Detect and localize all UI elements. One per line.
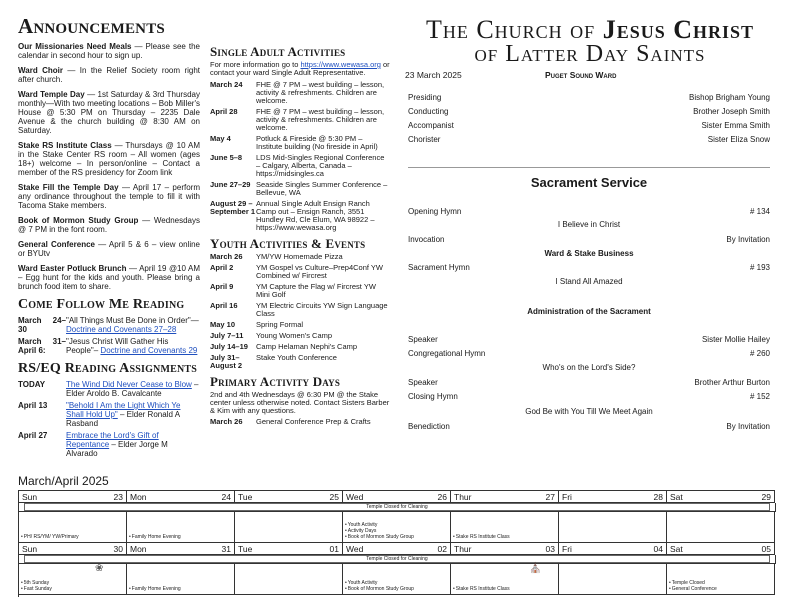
- event-text: Annual Single Adult Ensign Ranch Camp out – Ensign Ranch, 3551 Hundley Rd, Cle Elum, WA 98922 – https://www.wewasa.org: [256, 199, 375, 232]
- calendar-banner-row: [19, 503, 776, 512]
- calendar-header-row: [19, 543, 775, 555]
- calendar-title: March/April 2025: [18, 474, 109, 488]
- calendar-event: • Stake RS Institute Class: [453, 586, 510, 592]
- calendar-day-header: [559, 543, 667, 555]
- calendar-event: • Family Home Evening: [129, 534, 181, 540]
- reading-text: "Jesus Christ Will Gather His People"– Doctrine and Covenants 29: [66, 337, 198, 355]
- reading-date: March 24–30: [18, 316, 66, 334]
- rseq-list: [18, 380, 200, 458]
- day-name: Mon: [130, 492, 147, 502]
- opening-hymn-title: I Believe in Christ: [557, 220, 621, 229]
- calendar-day-header: [451, 491, 559, 503]
- activities-column: [210, 40, 390, 429]
- event-row: [210, 343, 390, 351]
- church-title-line2: of Latter Day Saints: [474, 41, 706, 67]
- assignment-date: TODAY: [18, 380, 46, 389]
- benediction-row: Benediction By Invitation: [408, 422, 770, 431]
- calendar-day-cell: [667, 512, 775, 543]
- day-date: 27: [545, 492, 555, 502]
- event-date: June 5–8: [210, 153, 243, 162]
- opening-hymn-row: Opening Hymn # 134: [408, 207, 770, 216]
- calendar: [18, 490, 775, 597]
- calendar-day-header: [19, 491, 127, 503]
- day-name: Sat: [670, 544, 683, 554]
- calendar-event: • Book of Mormon Study Group: [345, 534, 414, 540]
- speaker2-row: Speaker Brother Arthur Burton: [408, 378, 770, 387]
- officer-row: [408, 121, 770, 130]
- primary-list: [210, 418, 390, 426]
- event-text: Stake Youth Conference: [256, 353, 337, 362]
- day-date: 26: [437, 492, 447, 502]
- reading-link[interactable]: Doctrine and Covenants 29: [100, 346, 198, 355]
- event-date: July 7–11: [210, 331, 244, 340]
- officer-name: Sister Emma Smith: [701, 121, 770, 130]
- event-date: May 10: [210, 320, 236, 329]
- day-name: Sun: [22, 492, 38, 502]
- calendar-day-cell: [127, 564, 235, 595]
- calendar-day-cell: [235, 564, 343, 595]
- calendar-body-row: [19, 512, 775, 543]
- calendar-banner-row: [19, 555, 776, 564]
- divider: [408, 167, 770, 168]
- officer-name: Bishop Brigham Young: [689, 93, 770, 102]
- announcement-title: Ward Temple Day: [18, 90, 85, 99]
- business-line: Ward & Stake Business: [544, 249, 634, 258]
- sacrament-hymn-row: Sacrament Hymn # 193: [408, 263, 770, 272]
- announcement-item: [18, 42, 200, 60]
- officer-row: [408, 107, 770, 116]
- event-text: General Conference Prep & Crafts: [256, 417, 371, 426]
- announcement-text: — April 19 @10 AM – Egg hunt for the kids and youth. Please bring a brunch food item to share.: [18, 264, 201, 291]
- announcement-text: — In the Relief Society room right after church.: [18, 66, 201, 84]
- administration-line: Administration of the Sacrament: [527, 307, 651, 316]
- event-text: YM Capture the Flag w/ Fircrest YW Mini Golf: [256, 282, 376, 299]
- invocation-row: Invocation By Invitation: [408, 235, 770, 244]
- day-name: Fri: [562, 492, 572, 502]
- calendar-event: • Activity Days: [345, 528, 414, 534]
- day-name: Wed: [346, 492, 364, 502]
- calendar-day-items: [129, 586, 181, 592]
- come-follow-me-list: [18, 316, 200, 355]
- day-date: 29: [761, 492, 771, 502]
- day-name: Thur: [454, 544, 472, 554]
- calendar-day-header: [235, 543, 343, 555]
- assignment-link[interactable]: Embrace the Lord's Gift of Repentance: [66, 431, 159, 449]
- calendar-event: • Book of Mormon Study Group: [345, 586, 414, 592]
- event-row: [210, 135, 390, 151]
- calendar-day-cell: [343, 512, 451, 543]
- event-text: Potluck & Fireside @ 5:30 PM – Institute building (No fireside in April): [256, 134, 378, 151]
- day-date: 04: [653, 544, 663, 554]
- temple-closed-banner: Temple Closed for Cleaning: [24, 503, 770, 511]
- calendar-day-cell: [19, 564, 127, 595]
- officer-row: [408, 93, 770, 102]
- calendar-day-cell: [559, 564, 667, 595]
- temple-icon: ⛪: [529, 563, 542, 574]
- reading-text: "All Things Must Be Done in Order"— Doctrine and Covenants 27–28: [66, 316, 199, 334]
- day-name: Mon: [130, 544, 147, 554]
- officer-role: Conducting: [408, 107, 449, 116]
- announcement-title: Stake RS Institute Class: [18, 141, 112, 150]
- day-name: Fri: [562, 544, 572, 554]
- church-title-line1: The Church of Jesus Christ: [425, 15, 755, 44]
- day-name: Sat: [670, 492, 683, 502]
- event-text: Seaside Singles Summer Conference – Bellevue, WA: [256, 180, 388, 197]
- event-date: April 16: [210, 301, 238, 310]
- single-adult-heading: Single Adult Activities: [210, 44, 346, 59]
- calendar-day-cell: [559, 512, 667, 543]
- announcement-text: — April 17 – perform any ordinance throughout the temple to fill it with Tacoma Stake members.: [18, 183, 200, 210]
- event-row: [210, 200, 390, 232]
- event-row: [210, 264, 390, 280]
- announcement-item: [18, 141, 200, 177]
- reading-link[interactable]: Doctrine and Covenants 27–28: [66, 325, 177, 334]
- reading-row: [18, 337, 200, 355]
- announcement-title: General Conference: [18, 240, 95, 249]
- announcement-text: — April 5 & 6 – view online or BYUtv: [18, 240, 200, 258]
- calendar-day-cell: [127, 512, 235, 543]
- day-date: 23: [113, 492, 123, 502]
- youth-heading: Youth Activities & Events: [210, 236, 366, 251]
- announcement-item: [18, 264, 200, 291]
- day-name: Tue: [238, 544, 253, 554]
- calendar-day-items: [21, 580, 52, 592]
- event-row: [210, 321, 390, 329]
- event-row: [210, 332, 390, 340]
- announcement-text: — Wednesdays @ 7 PM in the font room.: [18, 216, 200, 234]
- youth-list: [210, 253, 390, 370]
- calendar-event: • Fast Sunday: [21, 586, 52, 592]
- assignment-link[interactable]: "Behold I Am the Light Which Ye Shall Hold Up": [66, 401, 181, 419]
- calendar-event: • Stake RS Institute Class: [453, 534, 510, 540]
- officer-name: Brother Joseph Smith: [693, 107, 770, 116]
- assignment-row: [18, 401, 200, 428]
- calendar-day-header: [343, 543, 451, 555]
- calendar-day-header: [127, 543, 235, 555]
- ward-name: Puget Sound Ward: [545, 70, 617, 80]
- event-date: April 2: [210, 263, 234, 272]
- officer-role: Chorister: [408, 135, 441, 144]
- calendar-day-items: [129, 534, 181, 540]
- calendar-day-header: [451, 543, 559, 555]
- assignment-text: Embrace the Lord's Gift of Repentance – Elder Jorge M Alvarado: [66, 431, 168, 458]
- event-date: March 26: [210, 417, 243, 426]
- event-date: July 31– August 2: [210, 353, 243, 370]
- event-date: March 26: [210, 252, 243, 261]
- event-row: [210, 283, 390, 299]
- announcement-item: [18, 240, 200, 258]
- day-date: 28: [653, 492, 663, 502]
- event-date: March 24: [210, 80, 243, 89]
- announcement-item: [18, 183, 200, 210]
- day-name: Tue: [238, 492, 253, 502]
- calendar-day-cell: [343, 564, 451, 595]
- event-text: Camp Helaman Nephi's Camp: [256, 342, 358, 351]
- calendar-day-items: [21, 534, 79, 540]
- announcement-text: — Thursdays @ 10 AM in the Stake Center RS room – All women (ages 18+) welcome – In person/online – Contact a member of the RS presidency for Zoom link: [18, 141, 200, 177]
- single-adult-list: [210, 81, 390, 232]
- program-date: 23 March 2025: [405, 70, 462, 80]
- calendar-day-header: [559, 491, 667, 503]
- assignment-text: "Behold I Am the Light Which Ye Shall Hold Up" – Elder Ronald A Rasband: [66, 401, 181, 428]
- calendar-header-row: [19, 491, 775, 503]
- congregational-hymn-row: Congregational Hymn # 260: [408, 349, 770, 358]
- event-text: YM Electric Circuits YW Sign Language Class: [256, 301, 388, 318]
- primary-heading: Primary Activity Days: [210, 374, 341, 389]
- officer-role: Accompanist: [408, 121, 454, 130]
- calendar-day-header: [127, 491, 235, 503]
- calendar-day-items: [345, 522, 414, 540]
- event-date: April 9: [210, 282, 234, 291]
- assignment-link[interactable]: The Wind Did Never Cease to Blow: [66, 380, 192, 389]
- assignment-row: [18, 431, 200, 458]
- event-text: FHE @ 7 PM – west building – lesson, activity & refreshments. Children are welcome.: [256, 80, 385, 105]
- calendar-day-header: [19, 543, 127, 555]
- officer-role: Presiding: [408, 93, 442, 102]
- congregational-hymn-title: Who's on the Lord's Side?: [542, 363, 636, 372]
- event-text: YM Gospel vs Culture–Prep4Conf YW Combined w/ Fircrest: [256, 263, 383, 280]
- day-name: Wed: [346, 544, 364, 554]
- reading-date: March 31– April 6:: [18, 337, 66, 355]
- day-date: 02: [437, 544, 447, 554]
- calendar-event: • PH/ RS/YM/ YW/Primary: [21, 534, 79, 540]
- calendar-day-items: [669, 580, 717, 592]
- event-row: [210, 253, 390, 261]
- sacrament-service-title: Sacrament Service: [530, 175, 648, 190]
- event-text: FHE @ 7 PM – west building – lesson, activity & refreshments. Children are welcome.: [256, 107, 385, 132]
- event-row: [210, 181, 390, 197]
- event-text: YM/YW Homemade Pizza: [256, 252, 343, 261]
- event-text: Young Women's Camp: [256, 331, 333, 340]
- calendar-day-cell: [451, 564, 559, 595]
- calendar-event: • Youth Activity: [345, 522, 414, 528]
- assignment-row: [18, 380, 200, 398]
- event-row: [210, 302, 390, 318]
- primary-intro: 2nd and 4th Wednesdays @ 6:30 PM @ the Stake center unless otherwise noted. Contact Sisters Barber & Kim with any questions.: [210, 390, 390, 415]
- event-row: [210, 108, 390, 132]
- day-date: 30: [113, 544, 123, 554]
- announcement-item: [18, 90, 200, 135]
- calendar-day-cell: [451, 512, 559, 543]
- event-text: Spring Formal: [256, 320, 304, 329]
- day-name: Sun: [22, 544, 38, 554]
- calendar-day-header: [235, 491, 343, 503]
- day-date: 01: [329, 544, 339, 554]
- calendar-day-items: [453, 534, 510, 540]
- calendar-day-items: [345, 580, 414, 592]
- announcements-heading: Announcements: [18, 14, 165, 38]
- event-row: [210, 81, 390, 105]
- event-date: April 28: [210, 107, 238, 116]
- calendar-day-items: [453, 586, 510, 592]
- calendar-event: • 5th Sunday: [21, 580, 52, 586]
- rseq-heading: RS/EQ Reading Assignments: [18, 361, 198, 376]
- event-row: [210, 154, 390, 178]
- speaker1-row: Speaker Sister Mollie Hailey: [408, 335, 770, 344]
- announcement-title: Our Missionaries Need Meals: [18, 42, 132, 51]
- closing-hymn-row: Closing Hymn # 152: [408, 392, 770, 401]
- calendar-body-row: [19, 564, 775, 595]
- come-follow-me-heading: Come Follow Me Reading: [18, 297, 185, 312]
- calendar-event: • Temple Closed: [669, 580, 717, 586]
- calendar-event: • Youth Activity: [345, 580, 414, 586]
- event-date: May 4: [210, 134, 231, 143]
- announcement-text: — Please see the calendar in second hour to sign up.: [18, 42, 200, 60]
- single-adult-intro: For more information go to https://www.wewasa.org or contact your ward Single Adult Representative.: [210, 60, 390, 77]
- event-row: [210, 418, 390, 426]
- temple-closed-banner: Temple Closed for Cleaning: [24, 555, 770, 563]
- event-text: LDS Mid-Singles Regional Conference – Calgary, Alberta, Canada – https://midsingles.ca: [256, 153, 385, 178]
- announcement-text: — 1st Saturday & 3rd Thursday monthly—With two meeting locations – Bob Miller's House @ 5:30 PM on Thursday – 2235 Dale Avenue & the church building @ 8:30 AM on Saturday.: [18, 90, 200, 135]
- calendar-day-cell: [235, 512, 343, 543]
- officer-row: [408, 135, 770, 144]
- event-date: August 29 – September 1: [210, 199, 256, 216]
- announcements-column: [18, 14, 200, 461]
- calendar-event: • General Conference: [669, 586, 717, 592]
- day-date: 03: [545, 544, 555, 554]
- calendar-day-cell: [19, 512, 127, 543]
- announcement-title: Stake Fill the Temple Day: [18, 183, 119, 192]
- assignment-date: April 27: [18, 431, 48, 440]
- sacrament-hymn-title: I Stand All Amazed: [555, 277, 623, 286]
- closing-hymn-title: God Be with You Till We Meet Again: [525, 407, 653, 416]
- assignment-date: April 13: [18, 401, 48, 410]
- calendar-day-header: [667, 491, 775, 503]
- announcements-list: [18, 42, 200, 291]
- officer-name: Sister Eliza Snow: [707, 135, 770, 144]
- calendar-day-cell: [667, 564, 775, 595]
- day-date: 31: [221, 544, 231, 554]
- event-date: June 27–29: [210, 180, 251, 189]
- reading-row: [18, 316, 200, 334]
- calendar-day-header: [667, 543, 775, 555]
- assignment-text: The Wind Did Never Cease to Blow – Elder Aroldo B. Cavalcante: [66, 380, 199, 398]
- day-date: 05: [761, 544, 771, 554]
- day-date: 25: [329, 492, 339, 502]
- announcement-title: Ward Easter Potluck Brunch: [18, 264, 127, 273]
- calendar-event: • Family Home Evening: [129, 586, 181, 592]
- announcement-item: [18, 216, 200, 234]
- single-adult-link[interactable]: https://www.wewasa.org: [300, 60, 381, 69]
- announcement-title: Ward Choir: [18, 66, 63, 75]
- day-date: 24: [221, 492, 231, 502]
- clipart-icon: ❀: [95, 563, 104, 574]
- calendar-day-header: [343, 491, 451, 503]
- announcement-item: [18, 66, 200, 84]
- event-date: July 14–19: [210, 342, 248, 351]
- announcement-title: Book of Mormon Study Group: [18, 216, 139, 225]
- event-row: [210, 354, 390, 370]
- day-name: Thur: [454, 492, 472, 502]
